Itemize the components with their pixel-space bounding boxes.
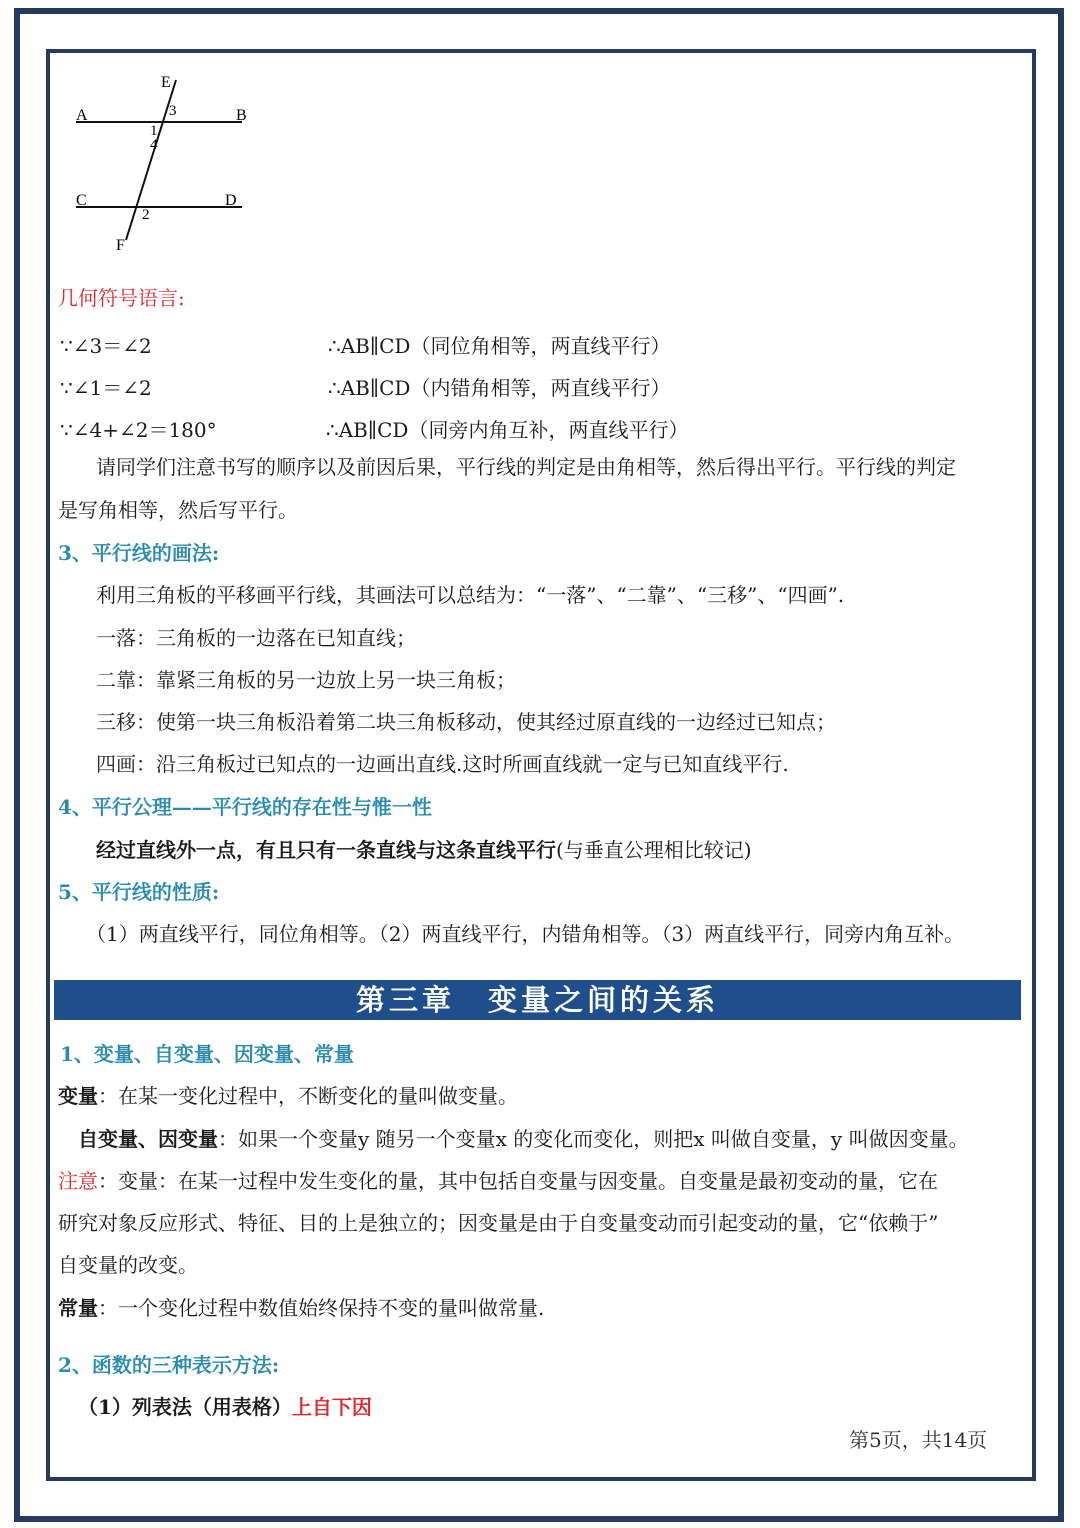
- section3-step-2: 二靠：靠紧三角板的另一边放上另一块三角板；: [96, 668, 516, 692]
- constant-def: ：一个变化过程中数值始终保持不变的量叫做常量.: [98, 1296, 545, 1320]
- geo-conclusion-2: ∴AB∥CD（内错角相等，两直线平行）: [328, 376, 671, 400]
- variable-def: ：在某一变化过程中，不断变化的量叫做变量。: [98, 1084, 518, 1108]
- parallel-axiom-note: (与垂直公理相比较记): [556, 838, 752, 862]
- section5-properties: （1）两直线平行，同位角相等。（2）两直线平行，内错角相等。（3）两直线平行，同旁内角互补。: [86, 922, 965, 946]
- note-line-3: 自变量的改变。: [58, 1253, 198, 1277]
- geo-premise-3: ∵∠4+∠2＝180°: [60, 418, 217, 442]
- section3-step-1: 一落：三角板的一边落在已知直线；: [96, 626, 416, 650]
- table-method-rule: 上自下因: [291, 1395, 372, 1419]
- indep-dep-def: ：如果一个变量y 随另一个变量x 的变化而变化，则把x 叫做自变量，y 叫做因变量。: [218, 1127, 969, 1151]
- geo-premise-1: ∵∠3＝∠2: [60, 334, 152, 358]
- section3-intro: 利用三角板的平移画平行线，其画法可以总结为：“一落”、“二靠”、“三移”、“四画”.: [96, 583, 845, 607]
- constant-term: 常量: [58, 1296, 98, 1320]
- indep-dep-term: 自变量、因变量: [78, 1127, 218, 1151]
- label-d: D: [225, 192, 237, 209]
- label-1: 1: [150, 123, 158, 139]
- section4-statement: [96, 840, 752, 860]
- chapter-title-bar: 第三章 变量之间的关系: [54, 980, 1021, 1020]
- table-method-item: [78, 1397, 372, 1417]
- label-b: B: [236, 107, 247, 124]
- label-3: 3: [169, 103, 177, 119]
- parallel-lines-figure: [70, 70, 260, 260]
- label-4: 4: [150, 137, 158, 153]
- section3-heading: 3、平行线的画法:: [58, 541, 220, 565]
- note-line-2: 研究对象反应形式、特征、目的上是独立的；因变量是由于自变量变动而引起变动的量，它“依赖于”: [58, 1211, 939, 1235]
- table-method-label: （1）列表法（用表格）: [78, 1395, 292, 1419]
- geo-premise-2: ∵∠1＝∠2: [60, 376, 152, 400]
- geo-note-line-2: 是写角相等，然后写平行。: [58, 498, 298, 522]
- section3-step-3: 三移：使第一块三角板沿着第二块三角板移动，使其经过原直线的一边经过已知点；: [96, 710, 836, 734]
- constant-definition: [58, 1298, 544, 1318]
- section4-heading: 4、平行公理——平行线的存在性与惟一性: [58, 795, 432, 819]
- label-f: F: [116, 237, 125, 254]
- parallel-axiom: 经过直线外一点，有且只有一条直线与这条直线平行: [96, 838, 556, 862]
- indep-dep-definition: [78, 1129, 969, 1149]
- ch3-section2-heading: 2、函数的三种表示方法:: [58, 1353, 280, 1377]
- section5-heading: 5、平行线的性质:: [58, 880, 220, 904]
- note-line-1: [58, 1171, 938, 1191]
- label-2: 2: [142, 207, 150, 223]
- variable-definition: [58, 1086, 518, 1106]
- geo-note-line-1: 请同学们注意书写的顺序以及前因后果，平行线的判定是由角相等，然后得出平行。平行线的判定: [96, 455, 956, 479]
- label-a: A: [76, 107, 88, 124]
- geo-heading: 几何符号语言:: [58, 286, 185, 310]
- section3-step-4: 四画：沿三角板过已知点的一边画出直线.这时所画直线就一定与已知直线平行.: [96, 752, 789, 776]
- label-e: E: [161, 74, 171, 91]
- note-text-1: ：变量：在某一过程中发生变化的量，其中包括自变量与因变量。自变量是最初变动的量，它在: [98, 1169, 938, 1193]
- geo-conclusion-3: ∴AB∥CD（同旁内角互补，两直线平行）: [326, 418, 689, 442]
- label-c: C: [76, 192, 87, 209]
- note-label: 注意: [58, 1169, 98, 1193]
- variable-term: 变量: [58, 1084, 98, 1108]
- ch3-section1-heading: 1、变量、自变量、因变量、常量: [60, 1042, 354, 1066]
- page-number: 第5页，共14页: [849, 1428, 988, 1452]
- geo-conclusion-1: ∴AB∥CD（同位角相等，两直线平行）: [328, 334, 671, 358]
